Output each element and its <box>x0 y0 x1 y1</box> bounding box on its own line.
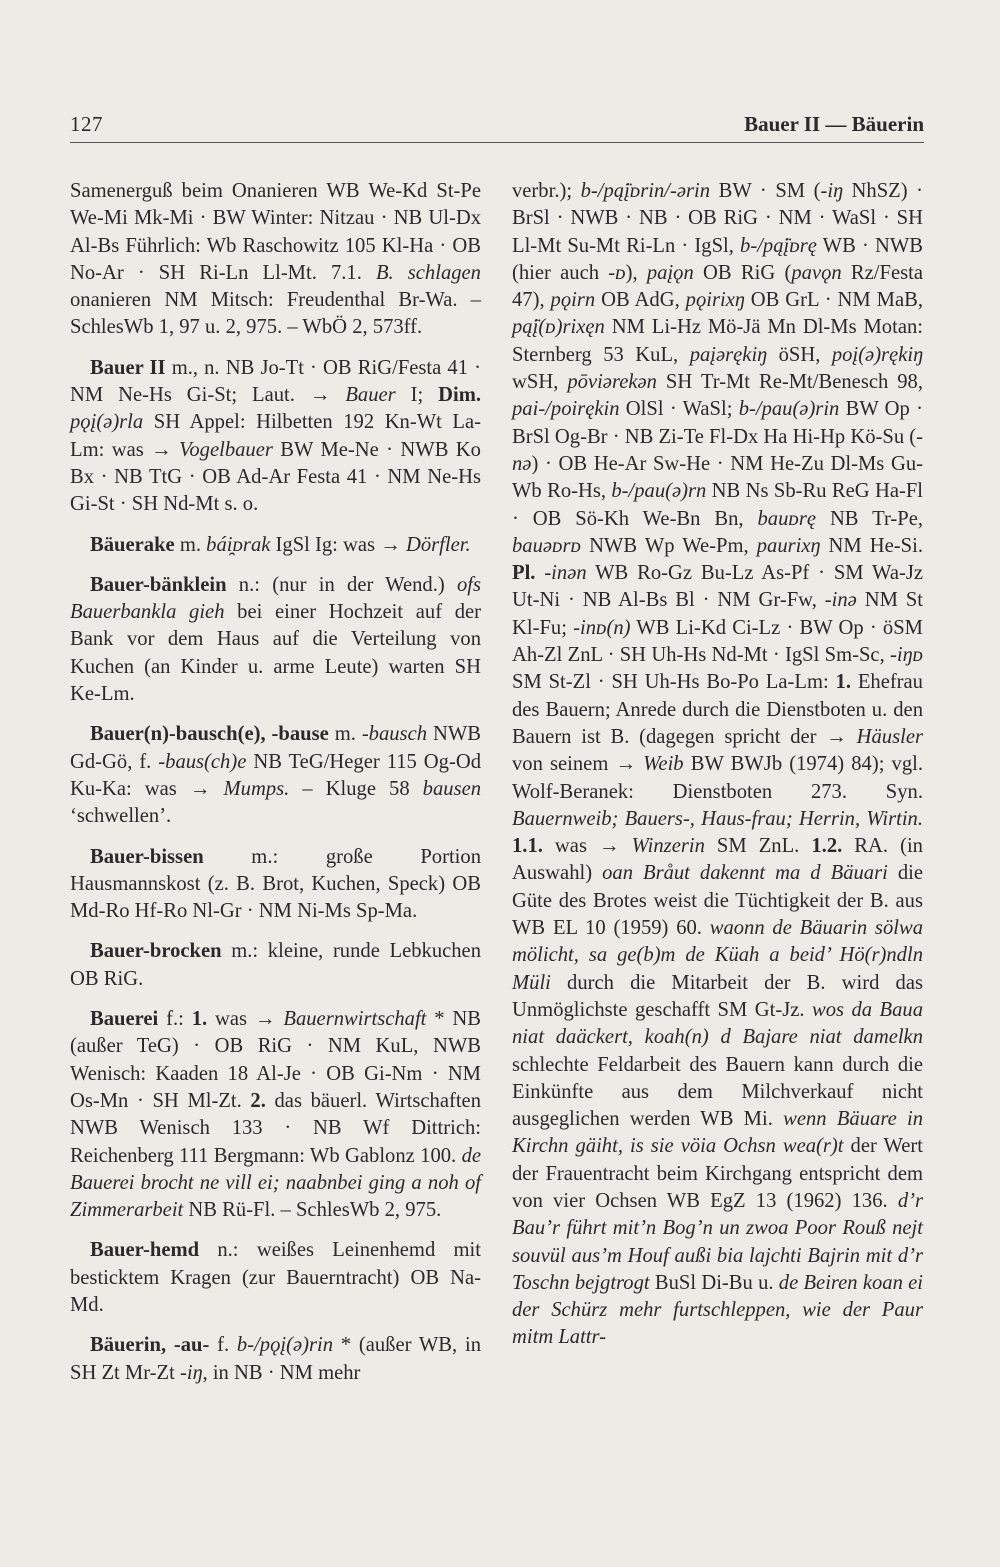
italic-form: Dörfler. <box>405 533 471 556</box>
italic-form: Weib <box>643 753 684 776</box>
entry-text: n.: weißes Leinenhemd mit besticktem Kragen (zur Bauerntracht) OB Na-Md. <box>70 1239 481 1316</box>
entry-text: SM St-Zl · SH Uh-Hs Bo-Po La-Lm: <box>512 671 836 694</box>
italic-form: b-/pau(ə)rn <box>611 480 707 503</box>
dictionary-entry <box>70 721 481 830</box>
entry-text: NB Rü-Fl. – SchlesWb 2, 975. <box>183 1199 442 1222</box>
italic-form: de Bauerei brocht ne vill ei; naabnbei ging a noh of Zimmerarbeit <box>70 1144 481 1222</box>
entry-text: BW · SM ( <box>710 180 821 202</box>
entry-text: m. <box>328 723 362 746</box>
entry-continuation <box>512 178 923 1352</box>
entry-text: NhSZ) · BrSl · NWB · NB · OB RiG · NM · WaSl · SH Ll-Mt Su-Mt Ri-Ln · IgSl, <box>512 180 923 257</box>
italic-form: ofs Bauerbankla gieh <box>70 573 481 624</box>
entry-text: m.: kleine, runde Lebkuchen OB RiG. <box>70 940 481 990</box>
entry-headword: Bauer II <box>90 356 166 379</box>
italic-form: pą̈į(ᴅ)rixęn <box>512 316 605 339</box>
entry-text: BW BWJb (1974) 84); vgl. Wolf-Beranek: Dienstboten 273. Syn. <box>512 753 924 803</box>
italic-form: -iŋᴅ <box>890 644 923 667</box>
entry-text: durch die Mitarbeit der B. wird das Unmöglichste geschafft SM Gt-Jz. <box>512 971 923 1021</box>
italic-form: -inə <box>824 589 857 612</box>
entry-text: von seinem → <box>512 753 644 776</box>
italic-form: pǫį(ə)rla <box>70 411 144 434</box>
entry-text: onanieren NM Mitsch: Freudenthal Br-Wa. – SchlesWb 1, 97 u. 2, 975. – WbÖ 2, 573ff. <box>70 289 481 339</box>
entry-text: NM Li-Hz Mö-Jä Mn Dl-Ms Motan: Sternberg 53 KuL, <box>512 316 923 366</box>
dictionary-entry <box>70 844 481 926</box>
entry-headword: Bauerei <box>90 1008 159 1031</box>
italic-form: pōviərekən <box>567 371 657 394</box>
italic-form: Winzerin <box>631 835 705 858</box>
entry-headword: 2. <box>250 1089 266 1112</box>
entry-text: Ehefrau des Bauern; Anrede durch die Dienstboten u. den Bauern ist B. (dagegen spricht der → <box>512 671 923 748</box>
italic-form: bái̯ᴅrak <box>206 533 271 556</box>
entry-text: schlechte Feldarbeit des Bauern kann durch die Einkünfte aus dem Milchverkauf nicht ausgeglichen werden WB Mi. <box>512 1053 923 1131</box>
entry-text: n.: (nur in der Wend.) <box>226 573 457 596</box>
entry-text: Rz/Festa 47), <box>512 261 923 312</box>
entry-text: ) · OB He-Ar Sw-He · NM He-Zu Dl-Ms Gu-Wb Ro-Hs, <box>512 452 923 503</box>
italic-form: d’r Bau’r führt mit’n Bog’n un zwoa Poor Rouß nejt souvül aus’m Houf außi bia lajchti Bajrin mit d’r Toschn bejgtrogt <box>512 1189 923 1294</box>
italic-form: b-/pą̈įᴅrę <box>740 234 817 257</box>
entry-text: NB Tr-Pe, <box>816 507 923 530</box>
italic-form: -iŋ <box>180 1361 203 1384</box>
entry-text: das bäuerl. Wirtschaften NWB Wenisch 133 · NB Wf Dittrich: Reichenberg 111 Bergmann: Wb Gablonz 100. <box>70 1089 481 1167</box>
entry-headword: Bauer-bänklein <box>90 573 227 596</box>
entry-text: was → <box>207 1008 284 1031</box>
entry-headword: Bauer-hemd <box>90 1239 200 1262</box>
italic-form: pai-/poirękin <box>512 398 620 421</box>
italic-form: Vogelbauer <box>179 438 273 461</box>
dictionary-entry <box>70 1332 481 1387</box>
dictionary-entry <box>70 1006 481 1224</box>
entry-text: OlSl · WaSl; <box>619 398 739 421</box>
entry-text: – Kluge 58 <box>289 777 423 800</box>
entry-headword: Bauer-brocken <box>90 940 222 963</box>
dictionary-entry <box>70 1237 481 1319</box>
entry-text: , in NB · NM mehr <box>202 1361 361 1384</box>
entry-continuation <box>70 178 481 342</box>
entry-text: NM St Kl-Fu; <box>512 589 923 639</box>
italic-form: pǫirn <box>550 289 596 312</box>
entry-text: m., n. NB Jo-Tt · OB RiG/Festa 41 · NM Ne-Hs Gi-St; Laut. → <box>70 356 481 407</box>
italic-form: wenn Bäuare in Kirchn gäiht, is sie vöia Ochsn wea(r)t <box>512 1108 923 1158</box>
dictionary-entry <box>70 572 481 708</box>
entry-headword: 1.1. <box>512 835 543 858</box>
italic-form: -inən <box>544 562 587 585</box>
italic-form: bauᴅrę <box>757 507 817 530</box>
italic-form: Bauer <box>345 384 396 407</box>
entry-text: WB Li-Kd Ci-Lz · BW Op · öSM Ah-Zl ZnL · SH Uh-Hs Nd-Mt · IgSl Sm-Sc, <box>512 616 923 667</box>
entry-text: f.: <box>158 1008 192 1031</box>
entry-text: WB Ro-Gz Bu-Lz As-Pf · SM Wa-Jz Ut-Ni · NB Al-Bs Bl · NM Gr-Fw, <box>512 562 923 612</box>
italic-form: b-/pą̈įᴅrin/-ərin <box>580 180 711 202</box>
entry-headword: Dim. <box>438 384 481 407</box>
right-column <box>512 178 923 1365</box>
dictionary-entry <box>70 355 481 519</box>
italic-form: -ᴅ <box>608 261 626 284</box>
entry-text <box>535 562 544 584</box>
entry-headword: Bauer(n)-bausch(e), -bause <box>90 723 329 746</box>
italic-form: de Beiren koan ei der Schürz mehr furtschleppen, wie der Paur mitm Lattr- <box>512 1271 924 1349</box>
entry-text: m.: große Portion Hausmannskost (z. B. Brot, Kuchen, Speck) OB Md-Ro Hf-Ro Nl-Gr · NM Ni-Ms Sp-Ma. <box>70 845 481 923</box>
italic-form: bausen <box>422 777 482 800</box>
entry-text: f. <box>209 1334 237 1357</box>
entry-text: NB TeG/Heger 115 Og-Od Ku-Ka: was → <box>70 750 481 800</box>
italic-form: paįərękiŋ <box>689 343 768 366</box>
entry-text: * NB (außer TeG) · OB RiG · NM KuL, NWB Wenisch: Kaaden 18 Al-Je · OB Gi-Nm · NM Os-Mn · SH Ml-Zt. <box>70 1008 482 1112</box>
italic-form: poį(ə)rękiŋ <box>831 343 923 366</box>
entry-text: BW Me-Ne · NWB Ko Bx · NB TtG · OB Ad-Ar Festa 41 · NM Ne-Hs Gi-St · SH Nd-Mt s. o. <box>70 438 481 516</box>
italic-form: -iŋ <box>820 180 843 202</box>
entry-text: RA. (in Auswahl) <box>512 835 923 885</box>
italic-form: Bauernweib; Bauers-, Haus-frau; Herrin, Wirtin. <box>512 807 923 830</box>
italic-form: paįǫn <box>646 261 694 284</box>
italic-form: pavǫn <box>791 261 842 284</box>
entry-headword: Bäuerin, -au- <box>90 1334 210 1357</box>
italic-form: -bausch <box>361 723 428 746</box>
italic-form: b-/pau(ə)rin <box>738 398 840 421</box>
italic-form: wos da Baua niat daäckert, koah(n) d Bajare niat damelkn <box>512 998 923 1049</box>
italic-form: B. schlagen <box>375 261 481 284</box>
entry-text: bei einer Hochzeit auf der Bank vor dem Haus auf die Verteilung von Kuchen (an Kinder u. arme Leute) warten SH Ke-Lm. <box>70 601 482 706</box>
entry-text: ), <box>625 261 647 284</box>
entry-text: öSH, <box>767 343 832 366</box>
italic-form: -inᴅ(n) <box>573 616 631 639</box>
italic-form: oan Bråut dakennt ma d Bäuari <box>602 862 888 885</box>
entry-text: was → <box>542 835 632 858</box>
entry-headword: Bauer-bissen <box>90 845 204 868</box>
entry-text: NWB Gd-Gö, f. <box>70 723 481 773</box>
entry-text: OB AdG, <box>595 289 686 312</box>
entry-text: BW Op · BrSl Og-Br · NB Zi-Te Fl-Dx Ha Hi-Hp Kö-Su ( <box>512 398 923 448</box>
entry-text: NB Ns Sb-Ru ReG Ha-Fl · OB Sö-Kh We-Bn Bn, <box>512 480 923 530</box>
italic-form: b-/pǫį(ə)rin <box>236 1334 334 1357</box>
entry-text: verbr.); <box>512 180 581 202</box>
header-rule <box>70 142 924 143</box>
dictionary-entry <box>70 532 481 559</box>
entry-text: NM He-Si. <box>820 534 923 557</box>
entry-headword: 1. <box>835 671 851 694</box>
entry-headword: 1.2. <box>811 835 843 858</box>
entry-text: WB · NWB (hier auch <box>512 234 923 284</box>
entry-text: OB GrL · NM MaB, <box>744 289 924 312</box>
italic-form: bauəᴅrᴅ <box>512 534 581 557</box>
running-head: Bauer II — Bäuerin <box>744 112 924 136</box>
italic-form: -nə <box>512 425 923 475</box>
entry-text: Samenerguß beim Onanieren WB We-Kd St-Pe We-Mi Mk-Mi · BW Winter: Nitzau · NB Ul-Dx Al-Bs Führlich: Wb Raschowitz 105 Kl-Ha · OB No-Ar · SH Ri-Ln Ll-Mt. 7.1. <box>70 180 481 284</box>
entry-headword: Bäuerake <box>90 533 175 556</box>
entry-text: OB RiG ( <box>693 261 792 284</box>
entry-text: SM ZnL. <box>704 835 812 858</box>
entry-headword: Pl. <box>512 562 536 585</box>
entry-text: der Wert der Frauentracht beim Kirchgang entspricht dem von vier Ochsen WB EgZ 13 (1962) 136. <box>512 1135 923 1212</box>
entry-text: die Güte des Brotes weist die Tüchtigkeit der B. aus WB EL 10 (1959) 60. <box>512 862 923 940</box>
entry-text: ‘schwellen’. <box>70 805 172 828</box>
italic-form: Häusler <box>856 725 923 748</box>
entry-text: NWB Wp We-Pm, <box>580 534 757 557</box>
left-column <box>70 178 481 1400</box>
page-number: 127 <box>70 112 103 136</box>
italic-form: paurixŋ <box>756 534 821 557</box>
entry-text: I; <box>395 384 439 407</box>
entry-text: BuSl Di-Bu u. <box>649 1271 779 1294</box>
italic-form: Bauernwirtschaft <box>283 1008 427 1031</box>
dictionary-entry <box>70 938 481 993</box>
italic-form: Mumps. <box>223 777 290 800</box>
entry-text: SH Tr-Mt Re-Mt/Benesch 98, <box>656 371 923 394</box>
entry-text: IgSl Ig: was → <box>270 533 406 556</box>
entry-text: SH Appel: Hilbetten 192 Kn-Wt La-Lm: was → <box>70 411 481 461</box>
italic-form: -baus(ch)e <box>158 750 247 773</box>
entry-text: m. <box>174 533 207 556</box>
italic-form: pǫirixŋ <box>685 289 745 312</box>
entry-headword: 1. <box>191 1008 208 1031</box>
entry-text: * (außer WB, in SH Zt Mr-Zt <box>70 1334 481 1384</box>
entry-text: wSH, <box>512 371 568 394</box>
italic-form: waonn de Bäuarin sölwa mölicht, sa ge(b)m de Küah a beid’ Hö(r)ndln Müli <box>512 917 923 994</box>
